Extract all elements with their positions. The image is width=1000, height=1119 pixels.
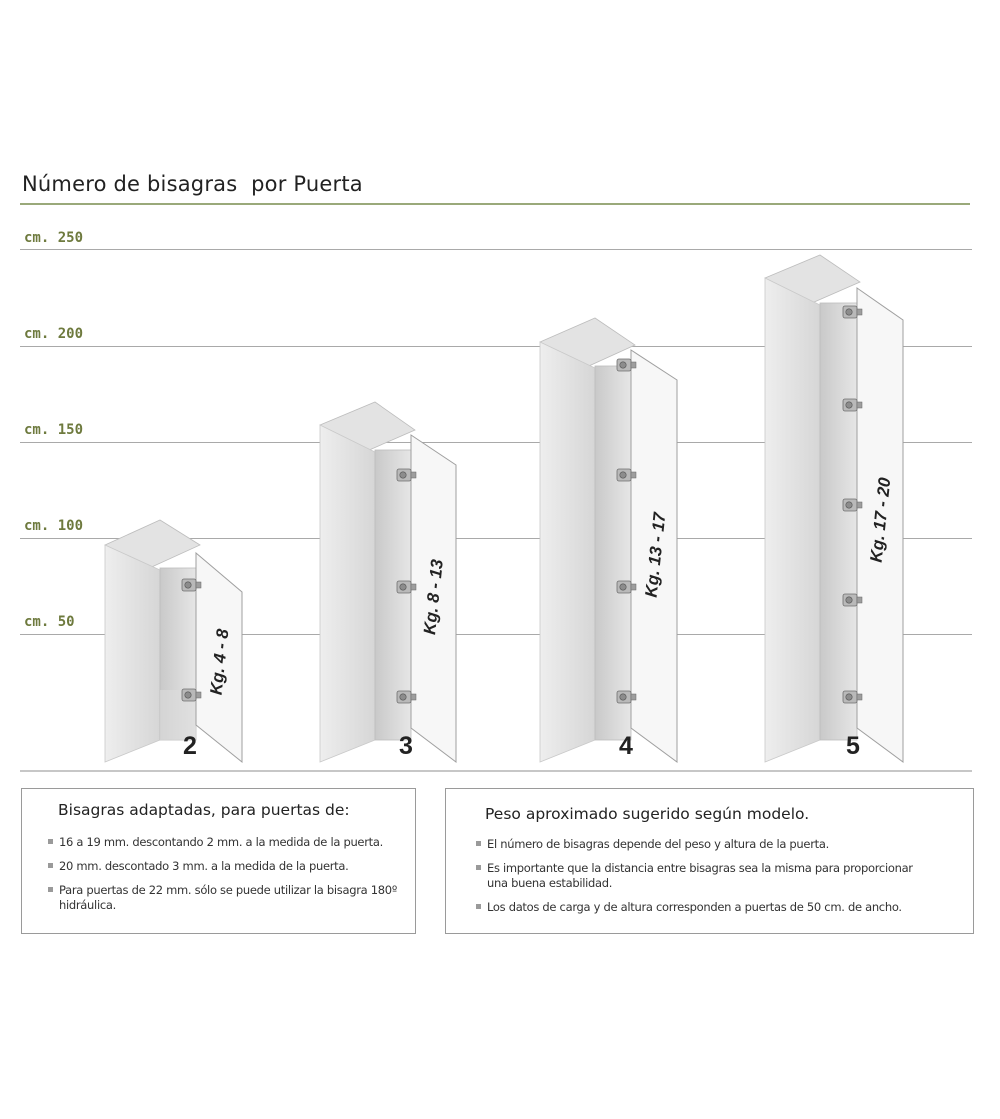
- info-box-weight: [445, 788, 974, 934]
- load-label-5: Kg. 17 - 20: [866, 476, 895, 564]
- bullet-icon: [48, 863, 53, 868]
- height-label-200: cm. 200: [24, 326, 84, 342]
- hinge-count-4: 4: [619, 732, 633, 760]
- list-item: El número de bisagras depende del peso y altura de la puerta.: [476, 837, 926, 852]
- height-label-250: cm. 250: [24, 230, 84, 246]
- list-item: 20 mm. descontado 3 mm. a la medida de la puerta.: [48, 859, 408, 874]
- list-item: Los datos de carga y de altura corresponden a puertas de 50 cm. de ancho.: [476, 900, 926, 915]
- info-box-hinges-heading: Bisagras adaptadas, para puertas de:: [58, 801, 350, 819]
- hinge-count-2: 2: [183, 732, 197, 760]
- info-box-hinges-list: [48, 835, 408, 913]
- info-box-weight-heading: Peso aproximado sugerido según modelo.: [485, 805, 810, 823]
- list-item: 16 a 19 mm. descontando 2 mm. a la medida de la puerta.: [48, 835, 408, 850]
- bullet-icon: [476, 865, 481, 870]
- bullet-icon: [48, 839, 53, 844]
- bullet-icon: [48, 887, 53, 892]
- bullet-icon: [476, 841, 481, 846]
- bullet-icon: [476, 904, 481, 909]
- hinge-count-3: 3: [399, 732, 413, 760]
- base-divider: [20, 770, 972, 772]
- load-label-4: Kg. 13 - 17: [641, 511, 670, 599]
- list-item: Para puertas de 22 mm. sólo se puede utilizar la bisagra 180º hidráulica.: [48, 883, 404, 913]
- height-label-100: cm. 100: [24, 518, 84, 534]
- list-item: Es importante que la distancia entre bisagras sea la misma para proporcionar una buena estabilidad.: [476, 861, 926, 891]
- load-label-2: Kg. 4 - 8: [206, 628, 233, 696]
- height-label-50: cm. 50: [24, 614, 75, 630]
- load-label-3: Kg. 8 - 13: [420, 558, 447, 636]
- height-label-150: cm. 150: [24, 422, 84, 438]
- info-box-hinges: [21, 788, 416, 934]
- info-box-weight-list: [476, 837, 926, 915]
- hinge-count-5: 5: [846, 732, 860, 760]
- page-title: Número de bisagras por Puerta: [22, 172, 363, 196]
